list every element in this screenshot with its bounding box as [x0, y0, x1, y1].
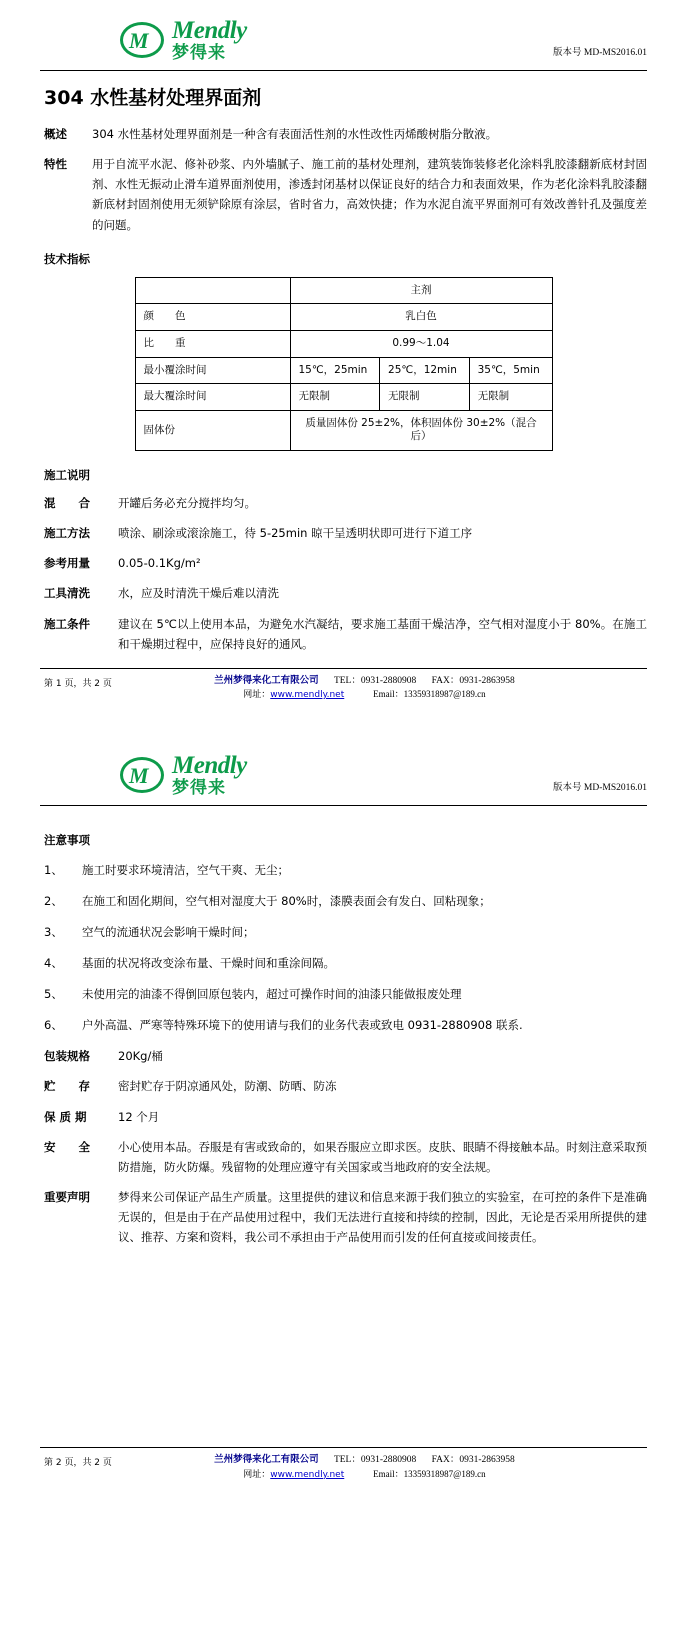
header-divider — [40, 805, 647, 806]
shelf-life-text: 12 个月 — [118, 1109, 160, 1124]
footer-page-number: 第 1 页，共 2 页 — [44, 678, 112, 689]
logo-icon: M — [120, 755, 166, 795]
footer-company: 兰州梦得来化工有限公司 — [214, 674, 319, 686]
table-row — [135, 384, 552, 411]
row-label-max-recoat: 最大覆涂时间 — [135, 384, 290, 411]
company-logo — [120, 753, 247, 797]
construction-mixing-text: 开罐后务必充分搅拌均匀。 — [118, 496, 256, 511]
page-title: 304 水性基材处理界面剂 — [44, 87, 262, 109]
overview-text: 304 水性基材处理界面剂是一种含有表面活性剂的水性改性丙烯酸树脂分散液。 — [92, 127, 498, 141]
list-item-number: 1、 — [44, 862, 63, 877]
page2-header — [40, 753, 647, 803]
storage-row — [40, 1076, 647, 1096]
list-item-text: 未使用完的油漆不得倒回原包装内，超过可操作时间的油漆只能做报废处理 — [82, 987, 462, 1002]
row-value-color: 乳白色 — [290, 304, 552, 331]
list-item-number: 5、 — [44, 987, 63, 1002]
table-row — [135, 304, 552, 331]
features-text: 用于自流平水泥、修补砂浆、内外墙腻子、施工前的基材处理剂，建筑装饰装修老化涂料乳胶漆翻新底材封固剂、水性无振动止滑车道界面剂使用，渗透封闭基材以保证良好的结合力和表面效果，作为老化涂料乳胶漆翻新底材封固剂使用无须铲除原有涂层，省时省力，高效快捷；作为水泥自流平界面剂可有效改善针孔及强度差的问题。 — [92, 157, 647, 232]
page2-footer — [40, 1447, 647, 1482]
row-value-min-recoat-2: 25℃，12min — [380, 357, 470, 384]
logo-chinese-name: 梦得来 — [172, 777, 226, 798]
row-value-min-recoat-3: 35℃，5min — [469, 357, 552, 384]
list-item-text: 户外高温、严寒等特殊环境下的使用请与我们的业务代表或致电 0931-2880908 联系. — [82, 1018, 523, 1033]
footer-company: 兰州梦得来化工有限公司 — [214, 1454, 319, 1466]
features-label: 特性 — [44, 157, 67, 172]
footer-page-number: 第 2 页，共 2 页 — [44, 1458, 112, 1469]
list-item — [40, 1015, 647, 1035]
page-separator — [0, 713, 687, 739]
safety-row — [40, 1137, 647, 1177]
row-label-density: 比 重 — [135, 330, 290, 357]
shelf-life-row — [40, 1107, 647, 1127]
list-item — [40, 953, 647, 973]
construction-conditions-text: 建议在 5℃以上使用本品，为避免水汽凝结，要求施工基面干燥洁净，空气相对湿度小于 80%。在施工和干燥期过程中，应保持良好的通风。 — [118, 616, 647, 651]
footer-web-link[interactable]: www.mendly.net — [270, 690, 345, 701]
document-page-2 — [0, 739, 687, 1493]
list-item-text: 在施工和固化期间，空气相对湿度大于 80%时，漆膜表面会有发白、回粘现象； — [82, 893, 491, 908]
list-item-number: 6、 — [44, 1018, 63, 1033]
row-value-density: 0.99～1.04 — [290, 330, 552, 357]
safety-label: 安 全 — [44, 1139, 90, 1154]
construction-cleaning-text: 水，应及时清洗干燥后难以清洗 — [118, 586, 279, 601]
footer-email-value[interactable]: 13359318987@189.cn — [403, 1468, 486, 1479]
row-label-solids: 固体份 — [135, 410, 290, 450]
tech-spec-table — [135, 277, 553, 451]
row-label-color: 颜 色 — [135, 304, 290, 331]
logo-english-name: Mendly — [172, 751, 247, 779]
footer-tel: TEL：0931-2880908 — [333, 1455, 417, 1466]
construction-heading: 施工说明 — [44, 468, 90, 483]
table-row — [135, 410, 552, 450]
row-value-max-recoat-2: 无限制 — [380, 384, 470, 411]
disclaimer-text: 梦得来公司保证产品生产质量。这里提供的建议和信息来源于我们独立的实验室，在可控的条件下是准确无误的，但是由于在产品使用过程中，我们无法进行直接和持续的控制，因此，无论是否采用所提供的建议、推荐、方案和资料，我公司不承担由于产品使用而引发的任何直接或间接责任。 — [118, 1189, 647, 1245]
row-value-solids: 质量固体份 25±2%，体积固体份 30±2%（混合后） — [290, 410, 552, 450]
construction-method-label: 施工方法 — [44, 526, 90, 541]
packaging-text: 20Kg/桶 — [118, 1049, 163, 1064]
list-item — [40, 922, 647, 942]
list-item-number: 3、 — [44, 924, 63, 939]
footer-tel: TEL：0931-2880908 — [333, 675, 417, 686]
table-row — [135, 277, 552, 304]
shelf-life-label: 保 质 期 — [44, 1109, 87, 1124]
construction-conditions-row — [40, 614, 647, 654]
storage-text: 密封贮存于阴凉通风处，防潮、防晒、防冻 — [118, 1079, 337, 1094]
tech-spec-heading: 技术指标 — [44, 251, 90, 266]
construction-mixing-label: 混 合 — [44, 496, 90, 511]
construction-cleaning-row — [40, 583, 647, 603]
logo-english-name: Mendly — [172, 17, 247, 44]
list-item-text: 基面的状况将改变涂布量、干燥时间和重涂间隔。 — [82, 955, 335, 970]
document-page-1 — [0, 0, 687, 713]
footer-fax: FAX：0931-2863958 — [431, 1455, 515, 1466]
disclaimer-label: 重要声明 — [44, 1189, 90, 1204]
disclaimer-row — [40, 1187, 647, 1247]
row-label-min-recoat: 最小覆涂时间 — [135, 357, 290, 384]
construction-usage-row — [40, 553, 647, 573]
footer-email-label: Email： — [373, 1468, 404, 1479]
footer-web-label: 网址： — [243, 1469, 271, 1480]
version-label: 版本号 MD-MS2016.01 — [553, 48, 647, 58]
table-cell-empty — [135, 277, 290, 304]
footer-web-label: 网址： — [243, 690, 271, 701]
list-item — [40, 984, 647, 1004]
footer-email-label: Email： — [373, 689, 404, 700]
storage-label: 贮 存 — [44, 1079, 90, 1094]
footer-fax: FAX：0931-2863958 — [431, 675, 515, 686]
table-row — [135, 330, 552, 357]
overview-label: 概述 — [44, 127, 67, 141]
page-header — [40, 18, 647, 68]
construction-usage-text: 0.05-0.1Kg/m² — [118, 556, 201, 571]
list-item-number: 2、 — [44, 893, 63, 908]
features-row — [40, 154, 647, 235]
construction-method-row — [40, 523, 647, 543]
table-header-main: 主剂 — [290, 277, 552, 304]
construction-conditions-label: 施工条件 — [44, 616, 90, 631]
list-item-text: 施工时要求环境清洁，空气干爽、无尘； — [82, 862, 289, 877]
logo-chinese-name: 梦得来 — [172, 43, 226, 63]
notice-heading: 注意事项 — [44, 832, 90, 847]
construction-cleaning-label: 工具清洗 — [44, 586, 90, 601]
row-value-max-recoat-1: 无限制 — [290, 384, 380, 411]
header-divider — [40, 70, 647, 71]
version-label: 版本号 MD-MS2016.01 — [553, 782, 647, 793]
row-value-max-recoat-3: 无限制 — [469, 384, 552, 411]
list-item — [40, 860, 647, 880]
construction-usage-label: 参考用量 — [44, 556, 90, 571]
logo-icon: M — [120, 20, 166, 60]
footer-web-link[interactable]: www.mendly.net — [270, 1469, 345, 1480]
footer-email-value[interactable]: 13359318987@189.cn — [403, 689, 486, 700]
row-value-min-recoat-1: 15℃，25min — [290, 357, 380, 384]
safety-text: 小心使用本品。吞服是有害或致命的，如果吞服应立即求医。皮肤、眼睛不得接触本品。时刻注意采取预防措施，防火防爆。残留物的处理应遵守有关国家或当地政府的安全法规。 — [118, 1139, 647, 1174]
company-logo — [120, 18, 247, 62]
packaging-row — [40, 1046, 647, 1066]
list-item-text: 空气的流通状况会影响干燥时间； — [82, 924, 255, 939]
list-item — [40, 891, 647, 911]
table-row — [135, 357, 552, 384]
overview-row — [40, 124, 647, 144]
list-item-number: 4、 — [44, 955, 63, 970]
construction-mixing-row — [40, 493, 647, 513]
packaging-label: 包装规格 — [44, 1049, 90, 1064]
page-footer — [40, 668, 647, 703]
construction-method-text: 喷涂、刷涂或滚涂施工，待 5-25min 晾干呈透明状即可进行下道工序 — [118, 526, 473, 541]
